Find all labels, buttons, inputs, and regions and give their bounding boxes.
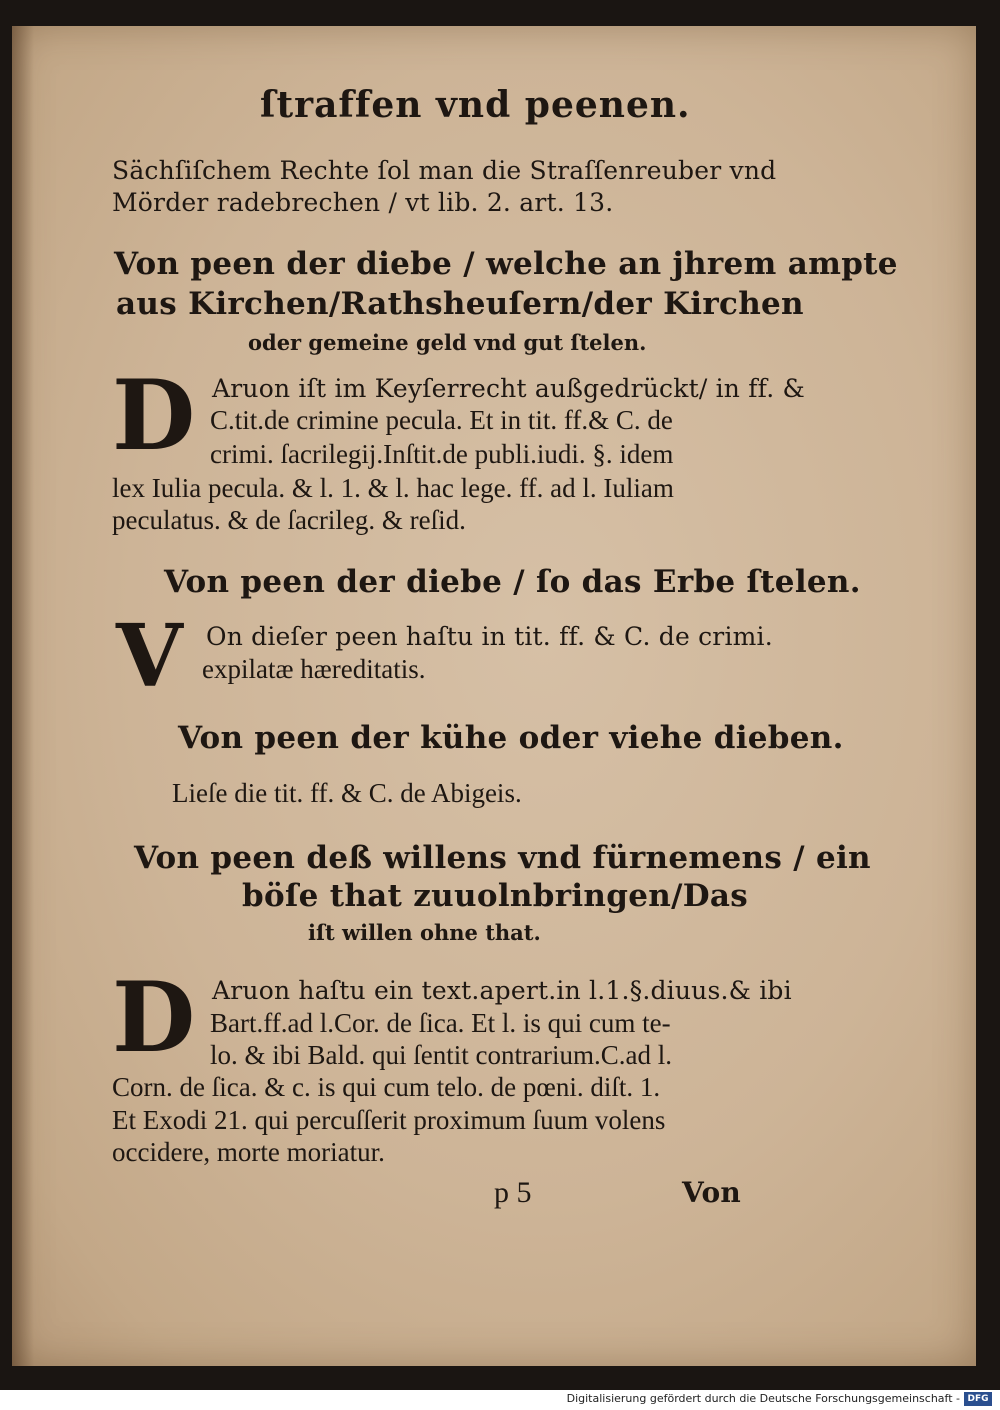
section4-body-line-3: lo. & ibi Bald. qui ſentit contrarium.C.ad l. <box>210 1040 672 1070</box>
section4-body-line-1: Aruon haſtu ein text.apert.in l.1.§.diuus.& ibi <box>212 976 792 1005</box>
catchword: Von <box>682 1176 742 1209</box>
section2-heading: Von peen der diebe / ſo das Erbe ſtelen. <box>164 564 861 600</box>
section4-heading-line-3: iſt willen ohne that. <box>308 920 541 945</box>
section4-drop-initial: D <box>112 961 196 1074</box>
section2-body-line-1: On dieſer peen haſtu in tit. ff. & C. de crimi. <box>206 622 773 651</box>
section4-body-line-2: Bart.ff.ad l.Cor. de ſica. Et l. is qui cum te- <box>210 1008 671 1038</box>
section1-body-line-4: lex Iulia pecula. & l. 1. & l. hac lege. ff. ad l. Iuliam <box>112 473 674 503</box>
dfg-logo-icon: DFG <box>964 1392 992 1406</box>
intro-line-1: Sächſiſchem Rechte ſol man die Straſſenreuber vnd <box>112 156 777 185</box>
section1-body-line-2: C.tit.de crimine pecula. Et in tit. ff.& C. de <box>210 405 673 435</box>
section4-heading-line-2: böſe that zuuolnbringen/Das <box>242 878 749 914</box>
running-head: ſtraffen vnd peenen. <box>260 84 691 126</box>
section1-heading-line-2: aus Kirchen/Rathsheuſern/der Kirchen <box>116 286 804 322</box>
section4-body-line-4: Corn. de ſica. & c. is qui cum telo. de pœni. diſt. 1. <box>112 1072 661 1102</box>
section1-body-line-3: crimi. ſacrilegij.Inſtit.de publi.iudi. §. idem <box>210 439 674 469</box>
section1-drop-initial: D <box>112 359 196 472</box>
section1-heading-line-3: oder gemeine geld vnd gut ſtelen. <box>248 330 647 355</box>
section1-body-line-1: Aruon iſt im Keyſerrecht außgedrückt/ in ff. & <box>212 374 805 403</box>
funding-credit: Digitalisierung gefördert durch die Deutsche Forschungsgemeinschaft - <box>566 1392 960 1405</box>
section3-heading: Von peen der kühe oder viehe dieben. <box>178 720 844 756</box>
signature-mark: p 5 <box>494 1176 532 1209</box>
section2-drop-initial: V <box>116 606 183 707</box>
section2-body-line-2: expilatæ hæreditatis. <box>202 654 426 684</box>
section3-body-line-1: Lieſe die tit. ff. & C. de Abigeis. <box>172 778 522 808</box>
section4-body-line-6: occidere, morte moriatur. <box>112 1137 385 1167</box>
section4-body-line-5: Et Exodi 21. qui percuſſerit proximum ſuum volens <box>112 1105 666 1135</box>
intro-line-2: Mörder radebrechen / vt lib. 2. art. 13. <box>112 188 614 217</box>
section1-heading-line-1: Von peen der diebe / welche an jhrem ampte <box>114 246 898 282</box>
section4-heading-line-1: Von peen deß willens vnd fürnemens / ein <box>134 840 871 876</box>
section1-body-line-5: peculatus. & de ſacrileg. & reſid. <box>112 505 466 535</box>
